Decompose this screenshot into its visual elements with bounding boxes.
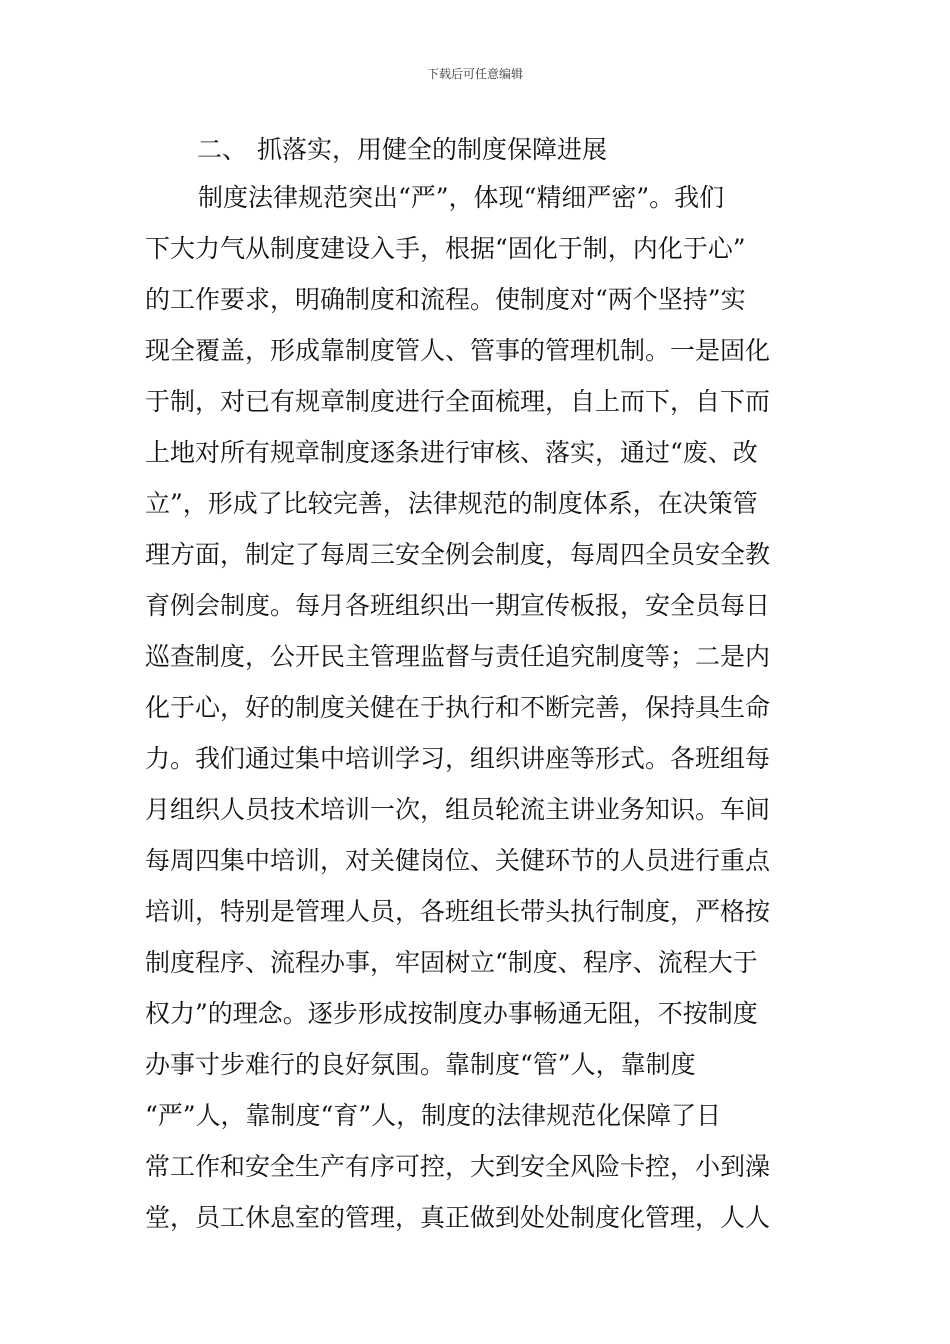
paragraph-line: 立”，形成了比较完善，法律规范的制度体系，在决策管 [145, 489, 758, 518]
paragraph-line: 下大力气从制度建设入手，根据“固化于制，内化于心” [145, 234, 746, 263]
paragraph-line: 制度程序、流程办事，牢固树立“制度、程序、流程大于 [145, 948, 758, 977]
section-heading [197, 130, 607, 170]
paragraph-line: 权力”的理念。逐步形成按制度办事畅通无阻，不按制度 [145, 999, 758, 1028]
body-text [145, 178, 815, 1249]
section-number: 二、 [197, 135, 248, 164]
paragraph-line: 力。我们通过集中培训学习，组织讲座等形式。各班组每 [145, 744, 771, 773]
page-header: 下载后可任意编辑 [426, 67, 523, 81]
paragraph-line: 的工作要求，明确制度和流程。使制度对“两个坚持”实 [145, 285, 746, 314]
paragraph-line: 育例会制度。每月各班组织出一期宣传板报，安全员每日 [145, 591, 771, 620]
paragraph-line: 巡查制度，公开民主管理监督与责任追究制度等；二是内 [145, 642, 771, 671]
section-title: 抓落实，用健全的制度保障进展 [257, 135, 608, 164]
paragraph-line: 理方面，制定了每周三安全例会制度，每周四全员安全教 [145, 540, 771, 569]
paragraph-line: 培训，特别是管理人员，各班组长带头执行制度，严格按 [145, 897, 771, 926]
paragraph-line: 现全覆盖，形成靠制度管人、管事的管理机制。一是固化 [145, 336, 771, 365]
paragraph-line: 月组织人员技术培训一次，组员轮流主讲业务知识。车间 [145, 795, 771, 824]
paragraph-line: 于制，对已有规章制度进行全面梳理，自上而下，自下而 [145, 387, 771, 416]
paragraph-line: 上地对所有规章制度逐条进行审核、落实，通过“废、改 [145, 438, 758, 467]
paragraph-line: 每周四集中培训，对关健岗位、关健环节的人员进行重点 [145, 846, 771, 875]
paragraph-line: “严”人，靠制度“育”人，制度的法律规范化保障了日 [145, 1101, 722, 1130]
paragraph-line: 堂，员工休息室的管理，真正做到处处制度化管理，人人 [145, 1203, 771, 1232]
paragraph-line: 常工作和安全生产有序可控，大到安全风险卡控，小到澡 [145, 1152, 771, 1181]
paragraph-line: 化于心，好的制度关健在于执行和不断完善，保持具生命 [145, 693, 771, 722]
paragraph-line: 制度法律规范突出“严”，体现“精细严密”。我们 [198, 183, 725, 212]
paragraph-line: 办事寸步难行的良好氛围。靠制度“管”人，靠制度 [145, 1050, 696, 1079]
